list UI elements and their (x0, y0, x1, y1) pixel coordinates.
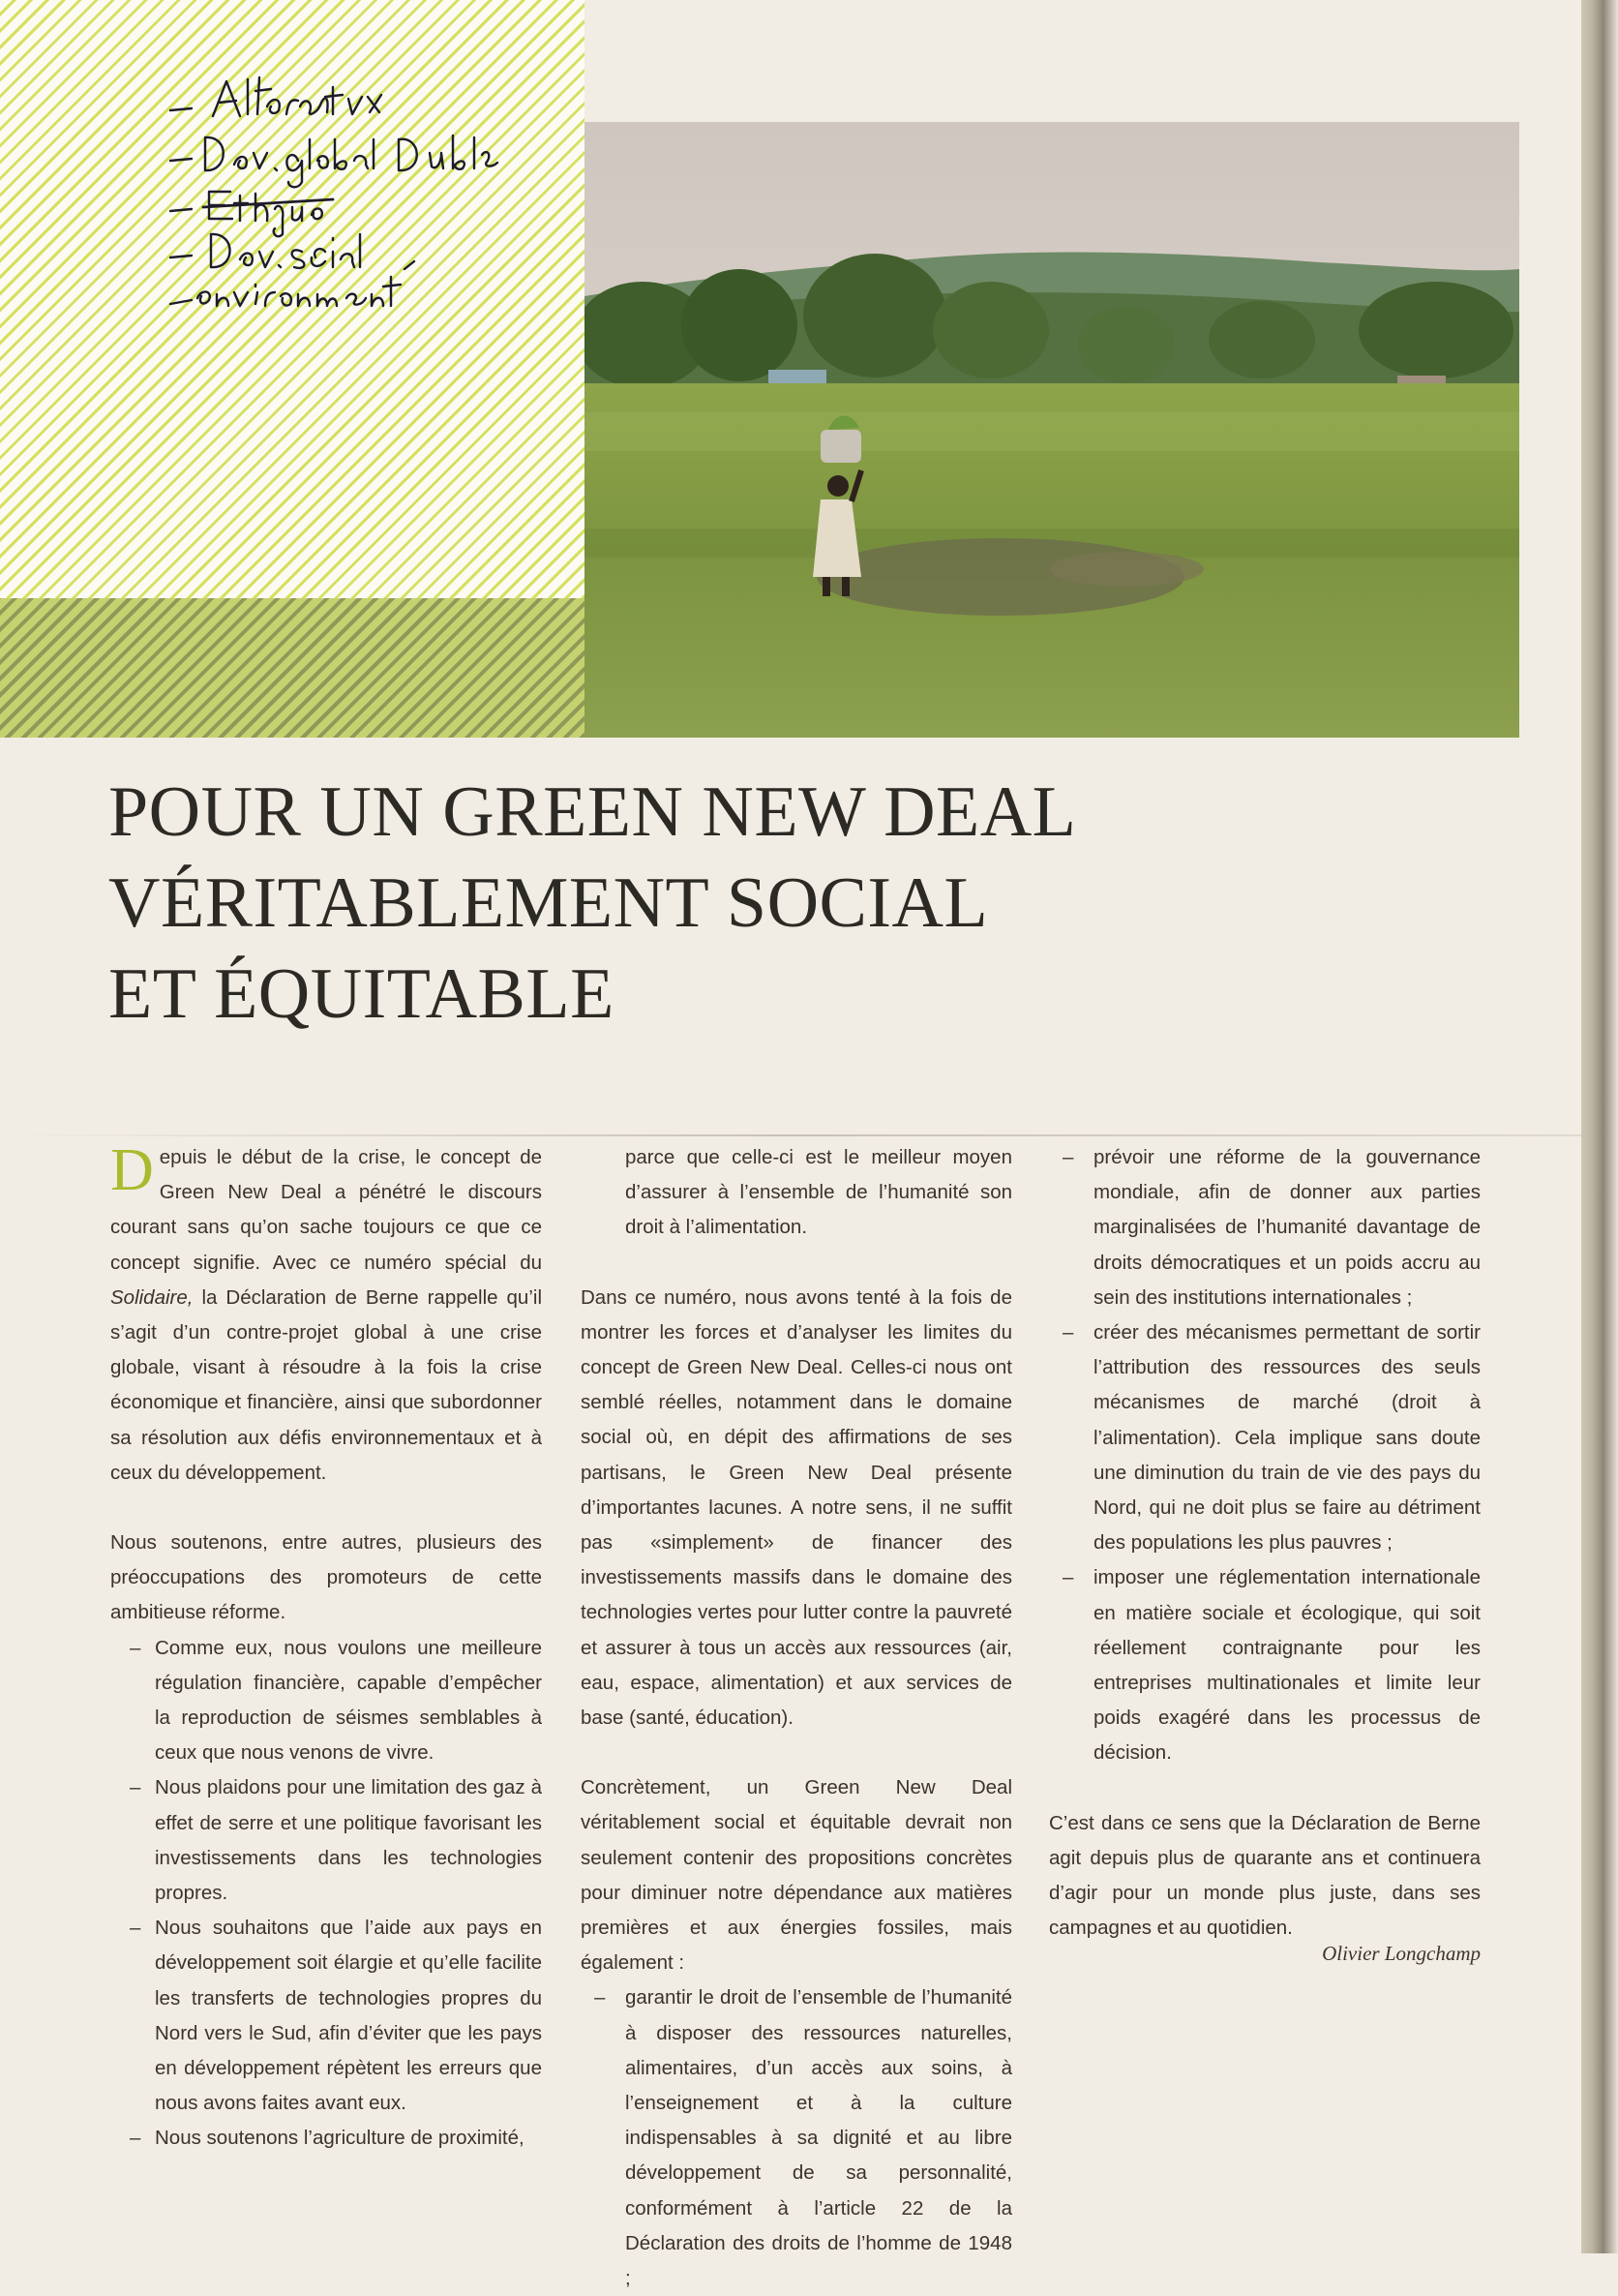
headline-line-2: VÉRITABLEMENT SOCIAL (108, 863, 989, 943)
article-column-3 (1049, 1140, 1481, 1946)
paragraph: Nous soutenons, entre autres, plusieurs des préoccupations des promoteurs de cette ambitieuse réforme. (110, 1531, 542, 1624)
field-photo (584, 122, 1519, 738)
closing-paragraph: C’est dans ce sens que la Déclaration de Berne agit depuis plus de quarante ans et continuera d’agir pour un monde plus juste, dans ses campagnes et au quotidien. (1049, 1811, 1481, 1940)
list-item: – imposer une réglementation internationale en matière sociale et écologique, qui soit réellement contraignante pour les entreprises multinationales et limite leur poids exagéré dans les processus de décision. (1049, 1560, 1481, 1770)
article-column-1 (110, 1137, 542, 2157)
list-item: – Nous souhaitons que l’aide aux pays en développement soit élargie et qu’elle facilite les transferts de technologies propres du Nord vers le Sud, afin d’éviter que les pays en développement répètent les erreurs que nous avons faites avant eux. (110, 1911, 542, 2121)
list-item: – Comme eux, nous voulons une meilleure régulation financière, capable d’empêcher la reproduction de séismes semblables à ceux que nous venons de vivre. (110, 1631, 542, 1771)
list-item: – créer des mécanismes permettant de sortir l’attribution des ressources des seuls mécanismes de marché (droit à l’alimentation). Cela implique sans doute une diminution du train de vie des pays du Nord, qui ne doit plus se faire au détriment des populations les plus pauvres ; (1049, 1315, 1481, 1560)
handwritten-notes (163, 68, 588, 329)
article-column-2 (581, 1140, 1012, 2296)
list-item: – garantir le droit de l’ensemble de l’humanité à disposer des ressources naturelles, alimentaires, d’un accès aux soins, à l’enseignement et à la culture indispensables à sa dignité et au libre développement de sa personnalité, conformément à l’article 22 de la Déclaration des droits de l’homme de 1948 ; (581, 1980, 1012, 2296)
list-item: – Nous plaidons pour une limitation des gaz à effet de serre et une politique favorisant les investissements dans les technologies propres. (110, 1770, 542, 1911)
scanned-page-edge (1581, 0, 1618, 2253)
headline-line-3: ET ÉQUITABLE (108, 954, 614, 1034)
author-signature: Olivier Longchamp (1322, 1942, 1481, 1965)
article-headline (108, 767, 1270, 1040)
list-item: – Nous soutenons l’agriculture de proximité, (110, 2121, 542, 2156)
paragraph: Dans ce numéro, nous avons tenté à la fois de montrer les forces et d’analyser les limites du concept de Green New Deal. Celles-ci nous ont semblé réelles, notamment dans le domaine social où, en dépit des affirmations de ses partisans, le Green New Deal présente d’importantes lacunes. A notre sens, il ne suffit pas «simplement» de financer des investissements massifs dans le domaine des technologies vertes pour lutter contre la pauvreté et assurer à tous un accès aux ressources (air, eau, espace, alimentation) et aux services de base (santé, éducation). (581, 1285, 1012, 1730)
drop-cap: D (110, 1137, 154, 1203)
decorative-stripe-band (0, 598, 584, 738)
list-item: – prévoir une réforme de la gouvernance mondiale, afin de donner aux parties marginalisées de l’humanité davantage de droits démocratiques et un poids accru au sein des institutions internationales ; (1049, 1140, 1481, 1315)
continued-list-item: parce que celle-ci est le meilleur moyen d’assurer à l’ensemble de l’humanité son droit à l’alimentation. (625, 1146, 1012, 1239)
intro-paragraph: Depuis le début de la crise, le concept de Green New Deal a pénétré le discours courant sans qu’on sache toujours ce que ce concept signifie. Avec ce numéro spécial du Solidaire, la Déclaration de Berne rappelle qu’il s’agit d’un contre-projet global à une crise globale, visant à résoudre à la fois la crise économique et financière, ainsi que subordonner sa résolution aux défis environnementaux et à ceux du développement. (110, 1137, 542, 1484)
headline-line-1: POUR UN GREEN NEW DEAL (108, 772, 1077, 852)
paragraph: Concrètement, un Green New Deal véritablement social et équitable devrait non seulement contenir des propositions concrètes pour diminuer notre dépendance aux matières premières et aux énergies fossiles, mais également : (581, 1776, 1012, 1975)
paper-fold-line (0, 1134, 1581, 1136)
